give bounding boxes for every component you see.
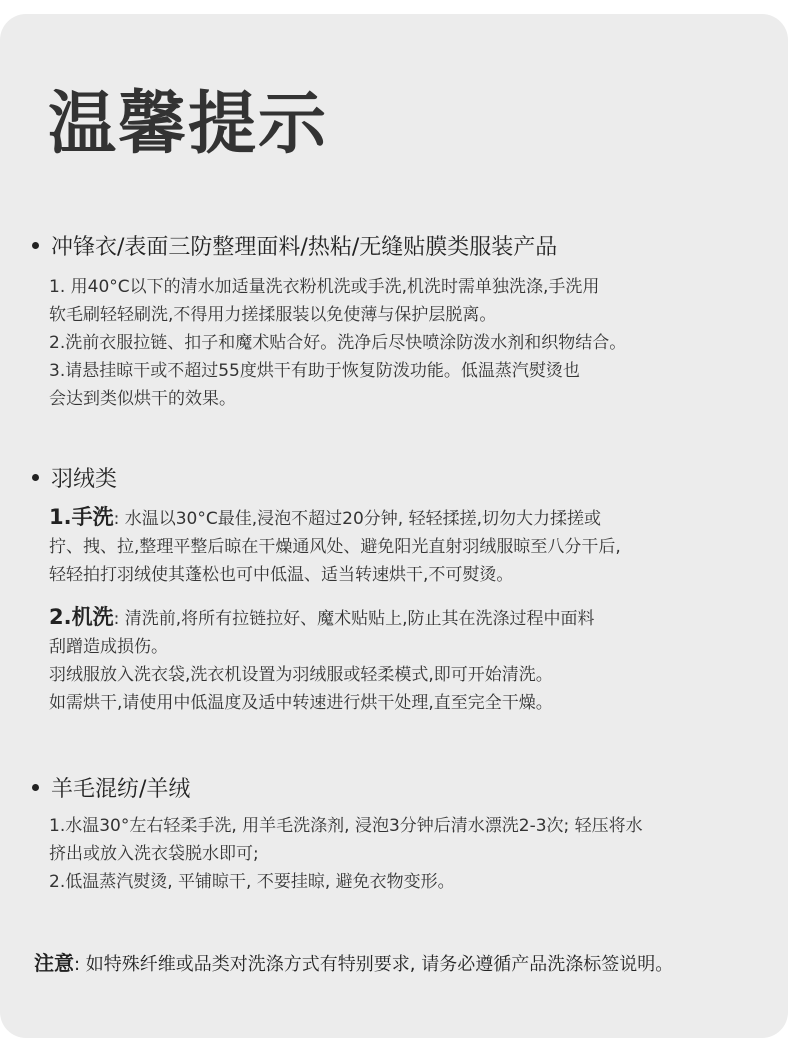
text-line [49,503,621,533]
hand-wash-lead: 1.手洗 [49,505,114,529]
text-line: 3.请悬挂晾干或不超过55度烘干有助于恢复防泼功能。低温蒸汽熨烫也 [49,361,580,381]
text-line [49,603,595,633]
text-line: 会达到类似烘干的效果。 [49,389,236,409]
machine-wash-text: : 清洗前,将所有拉链拉好、魔术贴贴上,防止其在洗涤过程中面料 [113,609,595,629]
section-heading-label: 冲锋衣/表面三防整理面料/热粘/无缝贴膜类服装产品 [51,235,558,260]
page-title: 温馨提示 [48,85,329,164]
text-line: 挤出或放入洗衣袋脱水即可; [49,844,259,864]
machine-wash-lead: 2.机洗 [49,605,114,629]
section-heading-wool [32,772,190,803]
text-line: 羽绒服放入洗衣袋,洗衣机设置为羽绒服或轻柔模式,即可开始清洗。 [49,665,553,685]
machine-wash-block [49,603,595,717]
text-line: 1.水温30°左右轻柔手洗, 用羊毛洗涤剂, 浸泡3分钟后清水漂洗2-3次; 轻压将水 [49,816,643,836]
care-note [34,947,673,976]
section-body-wool [49,812,643,896]
bullet-icon [32,784,39,791]
text-line: 2.低温蒸汽熨烫, 平铺晾干, 不要挂晾, 避免衣物变形。 [49,872,455,892]
text-line: 2.洗前衣服拉链、扣子和魔术贴合好。洗净后尽快喷涂防泼水剂和织物结合。 [49,333,627,353]
section-heading-label: 羊毛混纺/羊绒 [51,777,191,802]
text-line: 软毛刷轻轻刷洗,不得用力搓揉服装以免使薄与保护层脱离。 [49,305,497,325]
note-text: : 如特殊纤维或品类对洗涤方式有特别要求, 请务必遵循产品洗涤标签说明。 [74,954,674,975]
section-body-jacket [49,273,626,413]
bullet-icon [32,474,39,481]
note-label: 注意 [34,951,74,975]
bullet-icon [32,242,39,249]
text-line: 1. 用40°C以下的清水加适量洗衣粉机洗或手洗,机洗时需单独洗涤,手洗用 [49,277,600,297]
section-heading-label: 羽绒类 [51,467,118,492]
text-line: 拧、拽、拉,整理平整后晾在干燥通风处、避免阳光直射羽绒服晾至八分干后, [49,537,621,557]
hand-wash-text: : 水温以30°C最佳,浸泡不超过20分钟, 轻轻揉搓,切勿大力揉搓或 [113,509,601,529]
hand-wash-block [49,503,621,589]
text-line: 刮蹭造成损伤。 [49,637,168,657]
section-heading-down [32,462,117,493]
text-line: 如需烘干,请使用中低温度及适中转速进行烘干处理,直至完全干燥。 [49,693,553,713]
section-heading-jacket [32,230,557,261]
text-line: 轻轻拍打羽绒使其蓬松也可中低温、适当转速烘干,不可熨烫。 [49,565,514,585]
